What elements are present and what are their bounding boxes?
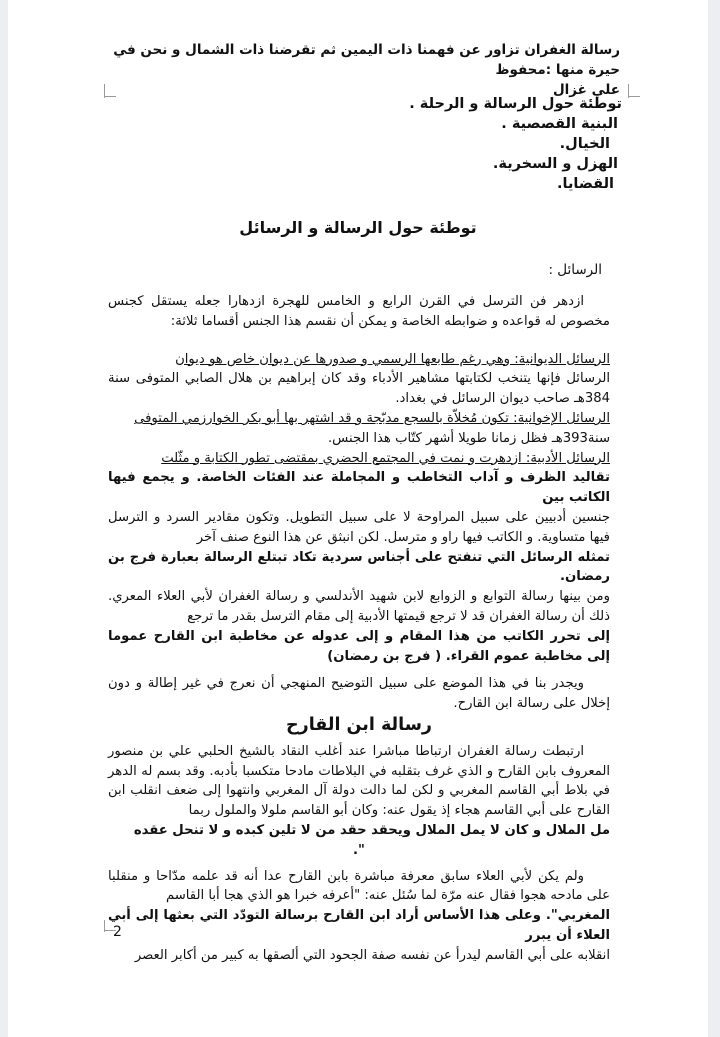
toc-item: توطئة حول الرسالة و الرحلة . xyxy=(409,96,622,112)
paragraph: ومن بينها رسالة التوابع و الزوابع لابن شهيد الأندلسي و رسالة الغفران لأبي العلاء المعري. ذلك أن رسالة الغفران قد لا ترجع قيمتها الأدبية إلى مقام الترسل بقدر ما ترجع xyxy=(108,589,610,624)
paragraph: الرسائل فإنها يتنخب لكتابتها مشاهير الأدباء وقد كان إبراهيم بن هلال الصابي المتوفى سنة 384هـ صاحب ديوان الرسائل في بغداد. xyxy=(108,371,610,407)
table-of-contents xyxy=(382,94,622,194)
paragraph: ويجدر بنا في هذا الموضع على سبيل التوضيح المنهجي أن نعرج في غير إطالة و دون إخلال على رسالة ابن القارح. xyxy=(108,676,610,712)
toc-item: القضايا. xyxy=(557,176,614,192)
toc-item: الخيال. xyxy=(559,136,610,152)
toc-item: الهزل و السخرية. xyxy=(492,156,618,172)
underlined-text: الرسائل الأدبية: ازدهرت و نمت في المجتمع الحضري بمقتضى تطور الكتابة و مثّلت xyxy=(161,450,610,466)
header-line: رسالة الغفران تزاور عن فهمنا ذات اليمين ثم تقرضنا ذات الشمال و نحن في حيرة منها :محفوظ xyxy=(113,42,620,78)
page-header xyxy=(108,40,620,100)
document-body xyxy=(108,292,610,966)
toc-item: البنية القصصية . xyxy=(501,116,618,132)
paragraph: سنة393هـ فظل زمانا طويلا أشهر كتّاب هذا الجنس. xyxy=(327,430,610,446)
paragraph: انقلابه على أبي القاسم ليدرأ عن نفسه صفة الجحود التي ألصقها به كبير من أكابر العصر xyxy=(134,947,610,963)
paragraph xyxy=(108,449,610,469)
paragraph xyxy=(108,409,610,429)
crop-mark xyxy=(104,84,105,98)
rasail-label: الرسائل : xyxy=(548,262,602,278)
underlined-text: الرسائل الديوانية: وهي رغم طابعها الرسمي و صدورها عن ديوان خاص هو ديوان xyxy=(175,351,610,367)
crop-mark xyxy=(104,920,105,932)
subsection-title: رسالة ابن القارح xyxy=(286,714,432,735)
paragraph xyxy=(108,350,610,370)
paragraph: ". xyxy=(353,842,365,858)
paragraph: المغربي". وعلى هذا الأساس أراد ابن القارح برسالة التودّد التي بعثها إلى أبي العلاء أن يبرر xyxy=(108,908,610,943)
paragraph: ولم يكن لأبي العلاء سابق معرفة مباشرة بابن القارح عدا أنه قد علمه مدّاحا و منقلبا على مادحه هجوا فقال عنه مرّة لما سُئل عنه: "أعرفه خبرا هو الذي هجا أبا القاسم xyxy=(108,868,610,904)
crop-mark xyxy=(628,84,640,97)
paragraph: تقاليد الظرف و آداب التخاطب و المجاملة عند الفئات الخاصة. و يجمع فيها الكاتب بين xyxy=(108,470,610,506)
paragraph: مل الملال و كان لا يمل الملال ويحقد حقد من لا تلين كبده و لا تنحل عقده xyxy=(133,822,610,838)
section-title: توطئة حول الرسالة و الرسائل xyxy=(239,218,477,237)
underlined-text: الرسائل الإخوانية: تكون مُخلاّة بالسجع مدبّجة و قد اشتهر بها أبو بكر الخوارزمي المتوفى xyxy=(134,410,610,426)
paragraph: تمثله الرسائل التي تنفتح على أجناس سردية تكاد تبتلع الرسالة بعبارة فرج بن رمضان. xyxy=(108,549,610,585)
header-author: علي غزال xyxy=(552,82,620,98)
crop-mark xyxy=(628,84,629,98)
paragraph: ارتبطت رسالة الغفران ارتباطا مباشرا عند أغلب النقاد بالشيخ الحلبي علي بن منصور المعروف بابن القارح و الذي غرف بتقلبه في البلاطات مادحا متكسبا بأدبه. وقد بسم له الدهر في بلاط أبي القاسم المغربي و لكن لما دالت دولة آل المغربي وانتهوا إلى ضعف انقلب ابن القارح على أبي القاسم هجاء إذ يقول عنه: وكان أبو القاسم ملولا والملول ربما xyxy=(108,743,610,819)
document-page xyxy=(8,0,708,1037)
paragraph: ازدهر فن الترسل في القرن الرابع و الخامس للهجرة ازدهارا جعله يستقل كجنس مخصوص له قواعده و ضوابطه الخاصة و يمكن أن نقسم هذا الجنس أقساما ثلاثة: xyxy=(108,294,610,329)
paragraph: جنسين أدبيين على سبيل المراوحة لا على سبيل التطويل. وتكون مقادير السرد و الترسل فيها متساوية. و الكاتب فيها راو و مترسل. لكن انبثق عن هذا النوع صنف آخر xyxy=(108,509,610,545)
page-number: 2 xyxy=(113,924,122,940)
paragraph: إلى تحرر الكاتب من هذا المقام و إلى عدوله عن مخاطبة ابن القارح عموما إلى مخاطبة عموم القراء. ( فرج بن رمضان) xyxy=(108,628,610,664)
